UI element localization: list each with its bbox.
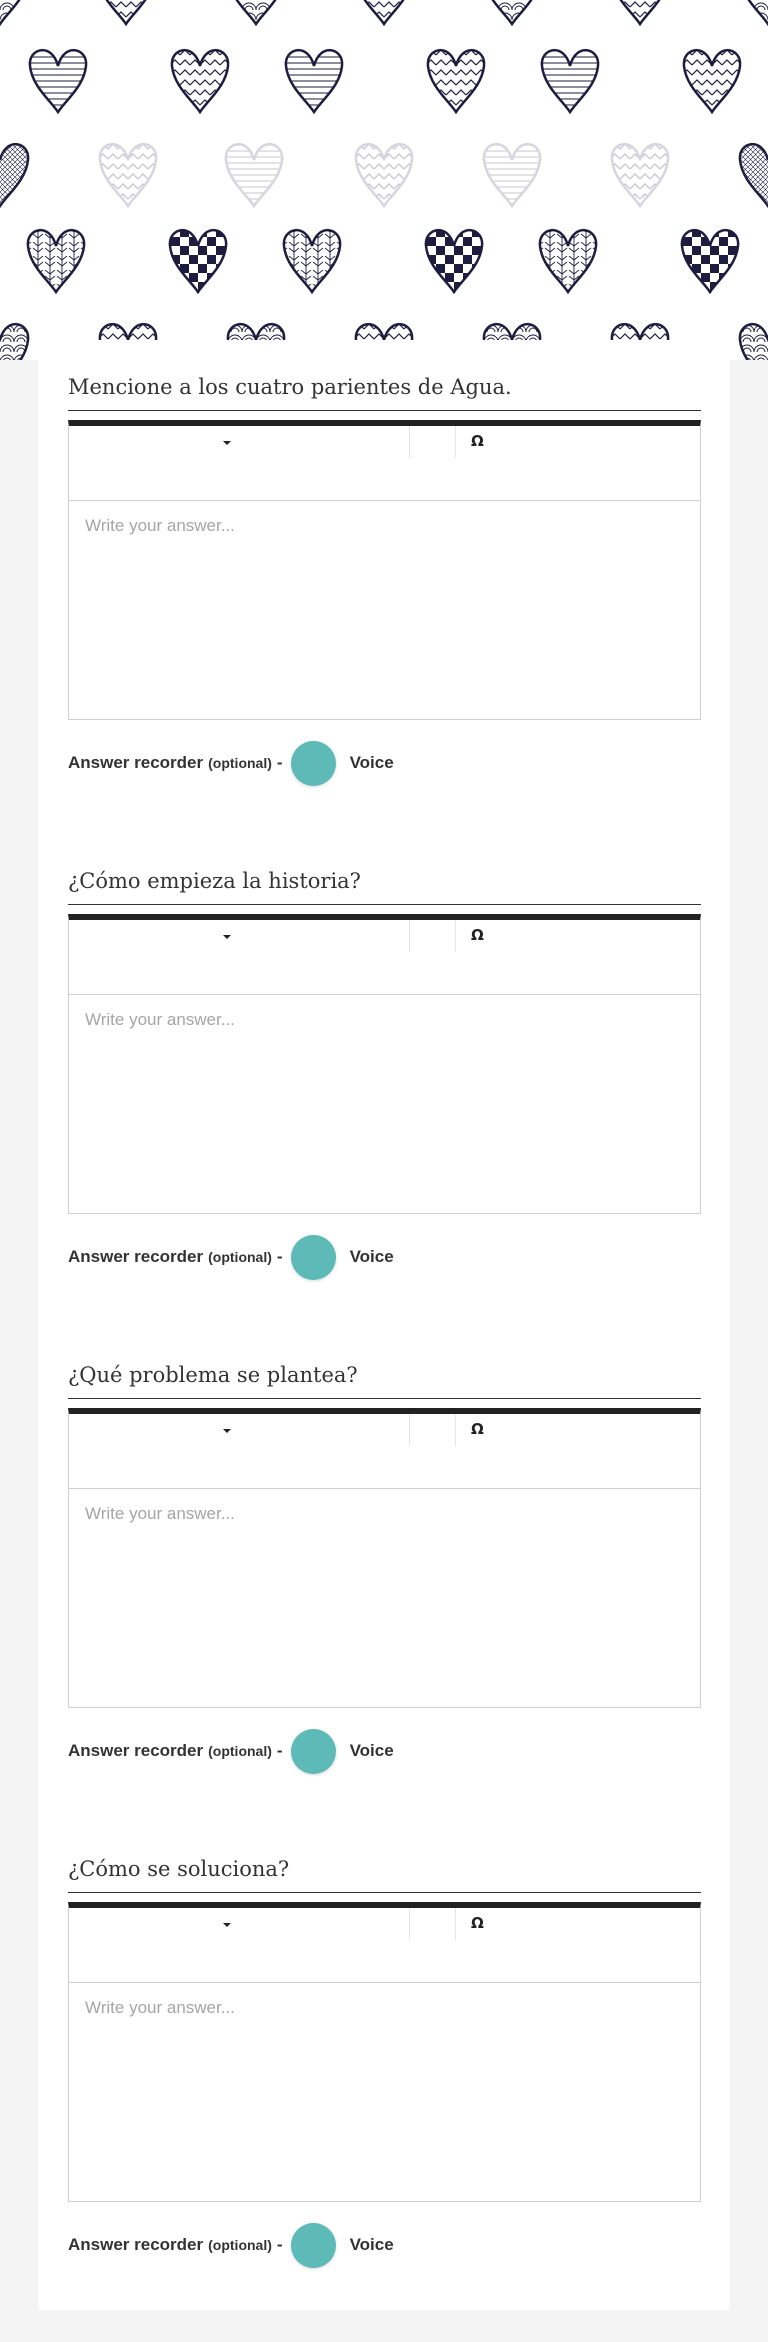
question-2 [68, 844, 701, 1280]
record-button[interactable] [291, 741, 336, 786]
recorder-label: Answer recorder [68, 2235, 204, 2254]
format-dropdown-icon[interactable] [223, 441, 231, 445]
voice-label: Voice [349, 1741, 394, 1760]
answer-recorder [68, 2222, 701, 2268]
recorder-optional: (optional) [208, 2237, 272, 2253]
answer-textarea[interactable] [69, 995, 700, 1213]
toolbar-divider [455, 920, 456, 952]
recorder-optional: (optional) [208, 1743, 272, 1759]
special-characters-icon[interactable]: Ω [471, 432, 484, 450]
question-1 [68, 350, 701, 786]
voice-label: Voice [349, 2235, 394, 2254]
answer-textarea[interactable] [69, 1489, 700, 1707]
recorder-dash: - [276, 753, 283, 772]
recorder-dash: - [276, 1247, 283, 1266]
toolbar-divider [409, 1908, 410, 1940]
answer-recorder [68, 740, 701, 786]
toolbar-divider [455, 1414, 456, 1446]
editor-toolbar [69, 920, 700, 995]
recorder-dash: - [276, 1741, 283, 1760]
editor-toolbar [69, 1908, 700, 1983]
record-button[interactable] [291, 1235, 336, 1280]
question-underline [68, 1892, 701, 1893]
special-characters-icon[interactable]: Ω [471, 1914, 484, 1932]
answer-editor [68, 1902, 701, 2202]
editor-toolbar [69, 426, 700, 501]
editor-toolbar [69, 1414, 700, 1489]
voice-label: Voice [349, 1247, 394, 1266]
toolbar-divider [455, 426, 456, 458]
recorder-label: Answer recorder [68, 753, 204, 772]
question-title: ¿Cómo empieza la historia? [68, 869, 361, 893]
answer-recorder [68, 1234, 701, 1280]
answer-textarea[interactable] [69, 501, 700, 719]
format-dropdown-icon[interactable] [223, 1923, 231, 1927]
question-underline [68, 904, 701, 905]
record-button[interactable] [291, 2223, 336, 2268]
special-characters-icon[interactable]: Ω [471, 926, 484, 944]
recorder-label: Answer recorder [68, 1741, 204, 1760]
toolbar-divider [409, 920, 410, 952]
answer-editor [68, 1408, 701, 1708]
answer-textarea[interactable] [69, 1983, 700, 2201]
recorder-dash: - [276, 2235, 283, 2254]
toolbar-divider [409, 1414, 410, 1446]
answer-editor [68, 914, 701, 1214]
recorder-optional: (optional) [208, 755, 272, 771]
question-underline [68, 1398, 701, 1399]
question-title: Mencione a los cuatro parientes de Agua. [68, 375, 512, 399]
answer-editor [68, 420, 701, 720]
header-banner [0, 0, 768, 360]
question-3 [68, 1338, 701, 1774]
record-button[interactable] [291, 1729, 336, 1774]
special-characters-icon[interactable]: Ω [471, 1420, 484, 1438]
recorder-optional: (optional) [208, 1249, 272, 1265]
toolbar-divider [409, 426, 410, 458]
format-dropdown-icon[interactable] [223, 1429, 231, 1433]
recorder-label: Answer recorder [68, 1247, 204, 1266]
question-title: ¿Cómo se soluciona? [68, 1857, 290, 1881]
answer-recorder [68, 1728, 701, 1774]
format-dropdown-icon[interactable] [223, 935, 231, 939]
voice-label: Voice [349, 753, 394, 772]
worksheet-card [38, 340, 730, 2310]
question-underline [68, 410, 701, 411]
question-title: ¿Qué problema se plantea? [68, 1363, 358, 1387]
question-4 [68, 1832, 701, 2268]
hearts-pattern-image [0, 0, 768, 360]
toolbar-divider [455, 1908, 456, 1940]
